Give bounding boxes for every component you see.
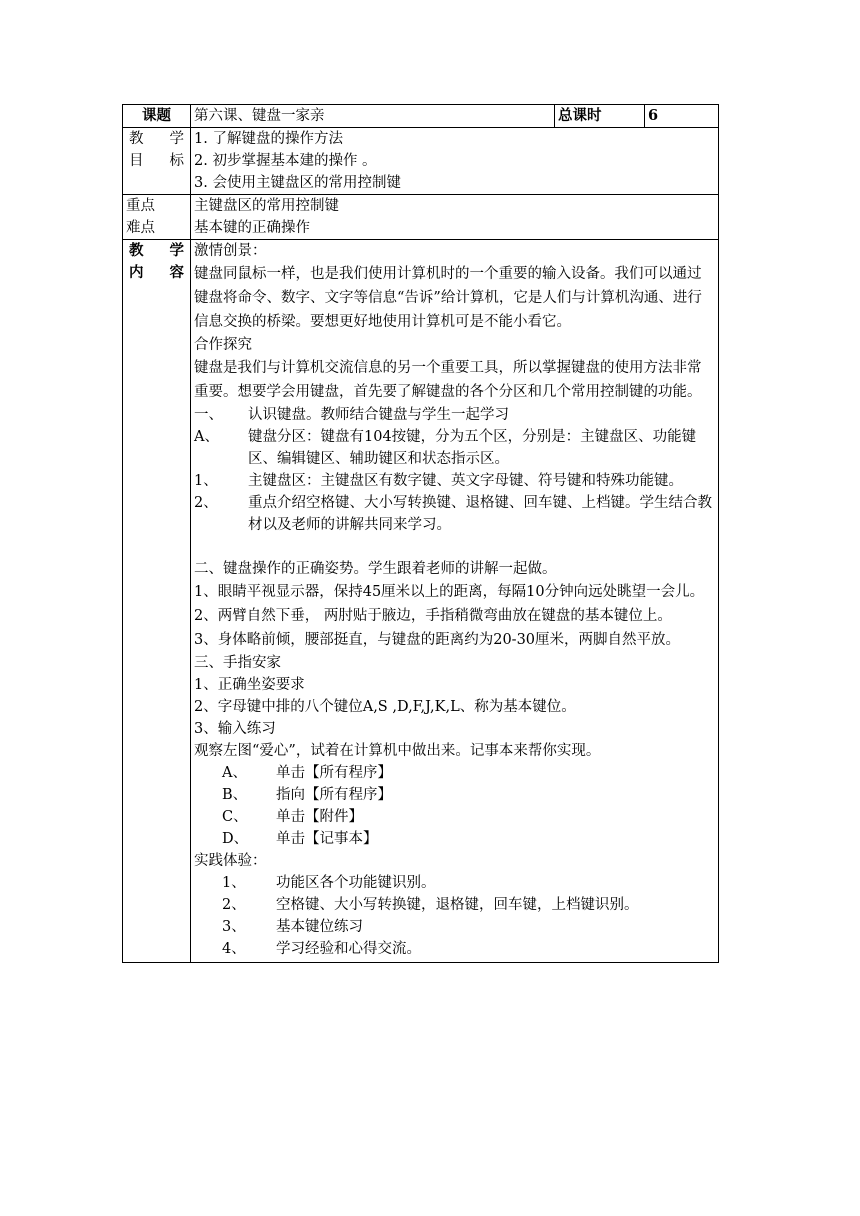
lesson-plan-table — [122, 104, 719, 963]
section3-item: 1、正确坐姿要求 — [194, 677, 305, 693]
practice-item: 3、 基本键位练习 — [222, 919, 363, 935]
step-item: A、 单击【所有程序】 — [222, 765, 392, 781]
keypoints-label: 重点 难点 — [123, 195, 191, 240]
section2-item: 2、两臂自然下垂， 两肘贴于腋边，手指稍微弯曲放在键盘的基本键位上。 — [194, 608, 672, 624]
section1-item: 2、 重点介绍空格键、大小写转换键、退格键、回车键、上档键。学生结合教材以及老师的讲解共同来学习。 — [194, 495, 712, 533]
section3-item: 2、字母键中排的八个键位A,S ,D,F,J,K,L、称为基本键位。 — [194, 699, 576, 715]
content-row — [123, 240, 719, 963]
section3-heading: 三、手指安家 — [194, 655, 281, 671]
topic-value: 第六课、键盘一家亲 — [191, 105, 555, 128]
keypoints-row — [123, 195, 719, 240]
objectives-label: 教 学 目 标 — [123, 128, 191, 195]
intro-text: 键盘同鼠标一样，也是我们使用计算机时的一个重要的输入设备。我们可以通过键盘将命令、数字、文字等信息“告诉”给计算机，它是人们与计算机沟通、进行信息交换的桥梁。要想更好地使用计算机可是不能小看它。 — [194, 266, 702, 330]
coop-heading: 合作探究 — [194, 337, 252, 353]
coop-text: 键盘是我们与计算机交流信息的另一个重要工具，所以掌握键盘的使用方法非常重要。想要学会用键盘，首先要了解键盘的各个分区和几个常用控制键的功能。 — [194, 360, 702, 400]
step-item: B、 指向【所有程序】 — [222, 787, 392, 803]
objectives-list — [191, 128, 719, 195]
section1-item: 1、 主键盘区：主键盘区有数字键、英文字母键、符号键和特殊功能键。 — [194, 473, 683, 489]
observe-text: 观察左图“爱心”，试着在计算机中做出来。记事本来帮你实现。 — [194, 743, 601, 759]
hours-value: 6 — [645, 105, 719, 128]
practice-item: 2、 空格键、大小写转换键，退格键，回车键，上档键识别。 — [222, 897, 639, 913]
step-item: D、 单击【记事本】 — [222, 831, 378, 847]
objective-item: 1. 了解键盘的操作方法 — [194, 131, 343, 147]
topic-label: 课题 — [123, 105, 191, 128]
spacer — [194, 536, 715, 558]
section2-item: 3、身体略前倾，腰部挺直，与键盘的距离约为20-30厘米，两脚自然平放。 — [194, 632, 681, 648]
section1-item: 一、 认识键盘。教师结合键盘与学生一起学习 — [194, 407, 509, 423]
topic-row — [123, 105, 719, 128]
section1-item: A、 键盘分区：键盘有104按键，分为五个区，分别是：主键盘区、功能键区、编辑键区、辅助键区和状态指示区。 — [194, 429, 697, 467]
intro-heading: 激情创景： — [194, 243, 267, 259]
step-item: C、 单击【附件】 — [222, 809, 363, 825]
objective-item: 3. 会使用主键盘区的常用控制键 — [194, 175, 401, 191]
keypoint-item: 基本键的正确操作 — [194, 220, 310, 236]
content-body — [191, 240, 719, 963]
section3-item: 3、输入练习 — [194, 721, 276, 737]
objective-item: 2. 初步掌握基本建的操作 。 — [194, 153, 377, 169]
practice-heading: 实践体验： — [194, 853, 267, 869]
section2-item: 1、眼睛平视显示器，保持45厘米以上的距离，每隔10分钟向远处眺望一会儿。 — [194, 584, 705, 600]
objectives-row — [123, 128, 719, 195]
practice-item: 1、 功能区各个功能键识别。 — [222, 875, 436, 891]
keypoints-list — [191, 195, 719, 240]
section2-heading: 二、键盘操作的正确姿势。学生跟着老师的讲解一起做。 — [194, 561, 557, 577]
content-label: 教 学 内 容 — [123, 240, 191, 963]
practice-item: 4、 学习经验和心得交流。 — [222, 941, 421, 957]
hours-label: 总课时 — [555, 105, 645, 128]
keypoint-item: 主键盘区的常用控制键 — [194, 198, 339, 214]
